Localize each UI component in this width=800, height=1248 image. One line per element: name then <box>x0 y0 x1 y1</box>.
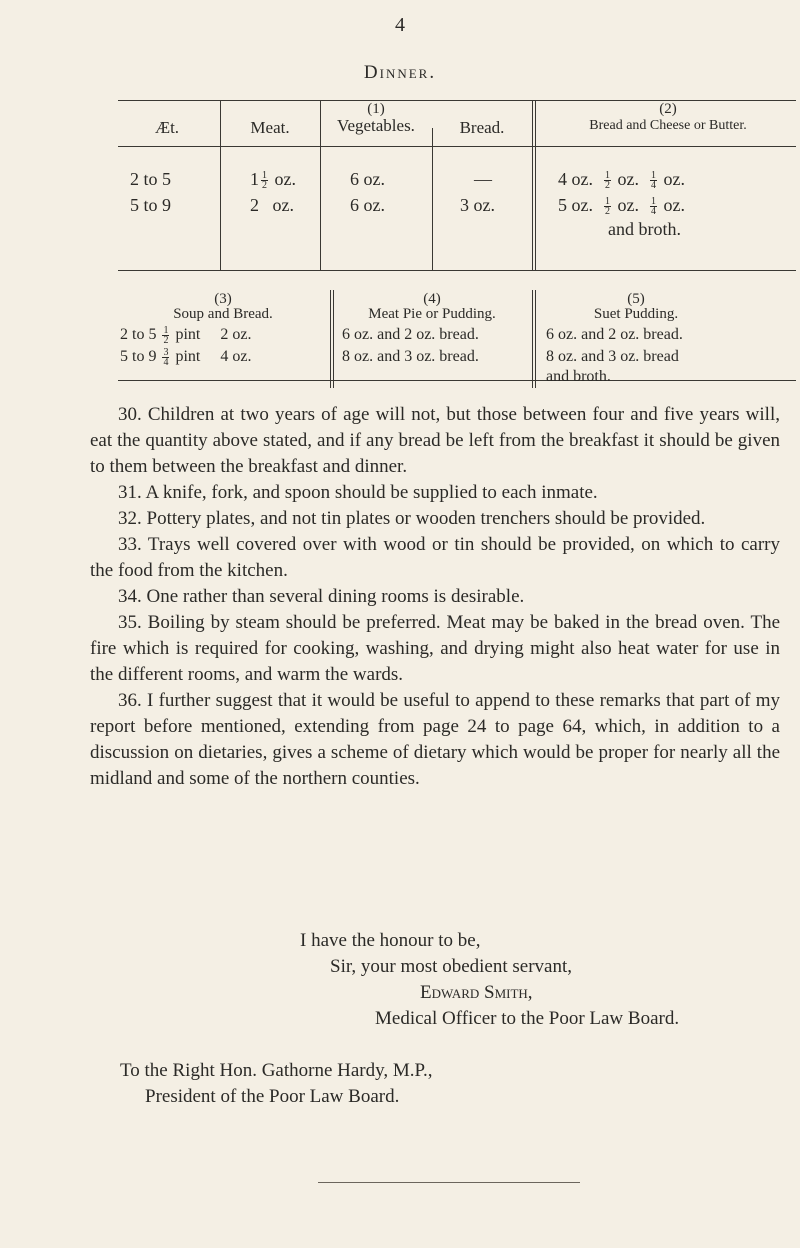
paragraph-30: 30. Children at two years of age will not, but those between four and five years will, eat the quantity above stated, and if any bread be left from the breakfast it should be given to them between the breakfast and dinner. <box>90 404 780 477</box>
row2-broth: and broth. <box>608 219 681 239</box>
fraction-denominator: 2 <box>605 206 610 218</box>
header-suet-number: (5) <box>627 291 645 307</box>
row2-bread-amount: 5 oz. <box>558 195 593 215</box>
header-bread: Bread. <box>459 118 505 137</box>
row2-bread-cheese <box>558 194 685 216</box>
address-line-1: To the Right Hon. Gathorne Hardy, M.P., <box>120 1060 433 1081</box>
header-aet: Æt. <box>154 118 180 137</box>
t2-row1-soup <box>120 324 251 346</box>
column-double-divider <box>532 290 536 388</box>
t2-row1-soup-fraction <box>162 326 169 345</box>
header-bread-cheese <box>538 102 798 136</box>
table-bottom-rule <box>118 380 796 381</box>
row1-meat <box>250 168 296 190</box>
paragraph-31: 31. A knife, fork, and spoon should be supplied to each inmate. <box>118 482 598 503</box>
row2-butter-fraction <box>650 197 657 216</box>
fraction-denominator: 4 <box>163 356 169 368</box>
header-meat-pie <box>334 292 530 322</box>
closing-line-2: Sir, your most obedient servant, <box>330 956 572 977</box>
signature-title: Medical Officer to the Poor Law Board. <box>375 1008 680 1029</box>
column-double-divider <box>532 100 536 270</box>
address-line-2: President of the Poor Law Board. <box>145 1086 400 1107</box>
t2-row2-bread: 4 oz. <box>220 348 252 365</box>
header-pie-label: Meat Pie or Pudding. <box>368 306 496 322</box>
header-soup-number: (3) <box>214 291 232 307</box>
paragraph-35: 35. Boiling by steam should be preferred. Meat may be baked in the bread oven. The fire which is required for cooking, washing, and drying might also heat water for use in the different rooms, and warm the wards. <box>90 612 780 685</box>
column-divider <box>432 128 433 270</box>
t2-row2-soup-unit: pint <box>175 348 201 365</box>
paragraph-32: 32. Pottery plates, and not tin plates or wooden trenchers should be provided. <box>118 508 706 529</box>
header-pie-number: (4) <box>423 291 441 307</box>
fraction-numerator: 1 <box>163 324 169 336</box>
t2-row2-soup <box>120 346 251 368</box>
row1-meat-unit: oz. <box>274 169 296 189</box>
row2-bread: 3 oz. <box>460 195 495 215</box>
fraction-numerator: 1 <box>651 196 656 208</box>
header-soup-bread <box>118 292 328 322</box>
row1-cheese-unit: oz. <box>617 169 639 189</box>
t2-row2-pie: 8 oz. and 3 oz. bread. <box>342 348 479 365</box>
row2-cheese-fraction <box>604 197 611 216</box>
fraction-denominator: 2 <box>605 180 610 192</box>
fraction-denominator: 4 <box>651 206 656 218</box>
header-vegetables-number: (1) <box>367 101 385 117</box>
t2-row2-suet: 8 oz. and 3 oz. bread <box>546 348 679 365</box>
row2-meat-whole: 2 <box>250 195 259 215</box>
t2-row1-pie: 6 oz. and 2 oz. bread. <box>342 326 479 343</box>
paragraph-34: 34. One rather than several dining rooms is desirable. <box>118 586 525 607</box>
row2-aet: 5 to 9 <box>130 195 172 215</box>
section-title: Dinner. <box>363 62 437 83</box>
t2-row2-soup-fraction <box>162 348 169 367</box>
row1-butter-unit: oz. <box>663 169 685 189</box>
t2-row2-aet: 5 to 9 <box>120 348 157 365</box>
row2-meat <box>250 194 294 216</box>
header-bread-cheese-number: (2) <box>659 101 677 117</box>
signature-name: Edward Smith, <box>420 982 533 1003</box>
header-suet-label: Suet Pudding. <box>593 306 679 322</box>
t2-row2-broth: and broth. <box>546 368 611 385</box>
row1-butter-fraction <box>650 171 657 190</box>
row1-cheese-fraction <box>604 171 611 190</box>
dinner-table-1 <box>118 100 796 272</box>
row1-bread-amount: 4 oz. <box>558 169 593 189</box>
t2-row1-soup-unit: pint <box>175 326 201 343</box>
t2-row1-suet: 6 oz. and 2 oz. bread. <box>546 326 683 343</box>
fraction-numerator: 1 <box>262 170 267 182</box>
header-vegetables-label: Vegetables. <box>337 116 415 135</box>
t2-row1-bread: 2 oz. <box>220 326 252 343</box>
row1-vegetables: 6 oz. <box>350 169 385 189</box>
row1-bread-cheese <box>558 168 685 190</box>
table-bottom-rule <box>118 270 796 271</box>
fraction-denominator: 4 <box>651 180 656 192</box>
header-suet-pudding <box>538 292 734 322</box>
row2-meat-unit: oz. <box>272 195 294 215</box>
fraction-denominator: 2 <box>262 180 267 192</box>
fraction-numerator: 1 <box>605 196 610 208</box>
fraction-numerator: 1 <box>651 170 656 182</box>
fraction-numerator: 3 <box>163 346 169 358</box>
row2-vegetables: 6 oz. <box>350 195 385 215</box>
t2-row1-aet: 2 to 5 <box>120 326 157 343</box>
page-number: 4 <box>395 14 405 36</box>
paragraph-36: 36. I further suggest that it would be useful to append to these remarks that part of my report before mentioned, extending from page 24 to page 64, which, in addition to a discussion on dietaries, gives a scheme of dietary which would be proper for nearly all the midland and some of the northern counties. <box>90 690 780 789</box>
footer-rule <box>318 1182 580 1183</box>
dinner-table-2 <box>118 290 796 390</box>
row1-bread: — <box>474 169 492 189</box>
paragraph-33: 33. Trays well covered over with wood or tin should be provided, on which to carry the food from the kitchen. <box>90 534 780 581</box>
fraction-denominator: 2 <box>163 334 169 346</box>
header-vegetables <box>320 102 432 136</box>
row1-meat-fraction <box>261 171 268 190</box>
header-meat: Meat. <box>250 118 290 137</box>
row1-meat-whole: 1 <box>250 169 259 189</box>
body-text <box>90 402 780 792</box>
closing-line-1: I have the honour to be, <box>300 930 481 951</box>
header-soup-label: Soup and Bread. <box>173 306 273 322</box>
row1-aet: 2 to 5 <box>130 169 172 189</box>
row2-cheese-unit: oz. <box>617 195 639 215</box>
row2-butter-unit: oz. <box>663 195 685 215</box>
header-bread-cheese-label: Bread and Cheese or Butter. <box>589 118 747 133</box>
fraction-numerator: 1 <box>605 170 610 182</box>
